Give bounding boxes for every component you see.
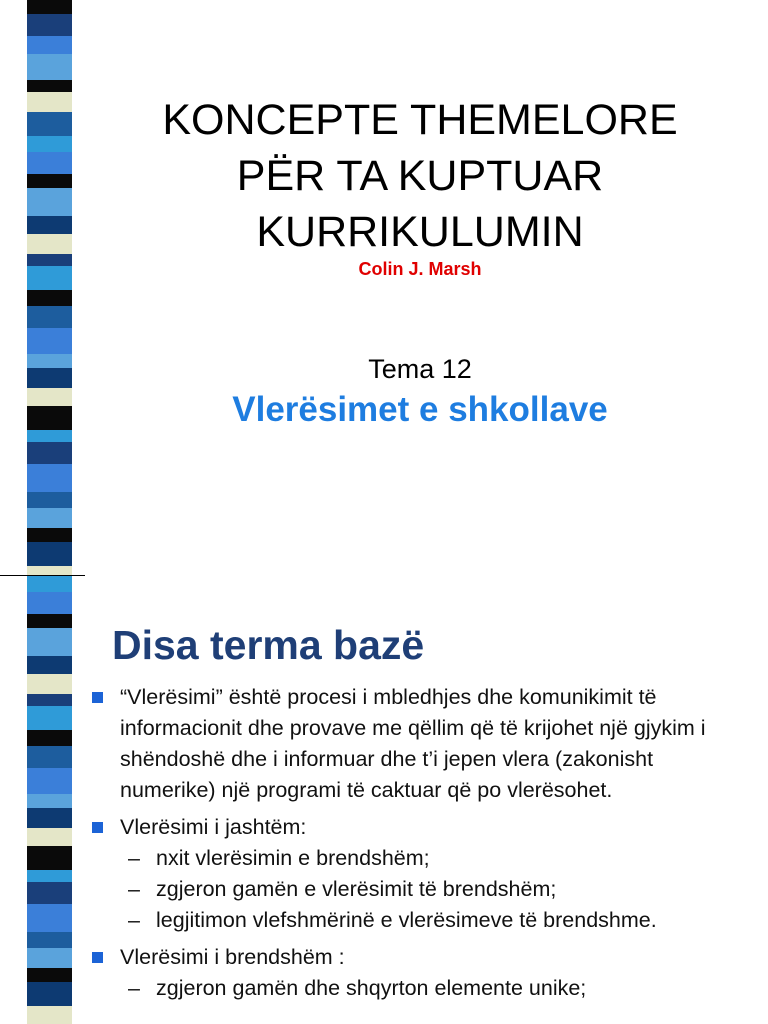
stripe-block: [27, 234, 72, 254]
list-item-text: legjitimon vlefshmërinë e vlerësimeve të brendshme.: [156, 908, 657, 932]
list-item-text: Vlerësimi i brendshëm :: [120, 945, 345, 969]
sub-list-item: [92, 874, 752, 905]
stripe-block: [27, 492, 72, 508]
author-name: Colin J. Marsh: [358, 259, 482, 279]
stripe-block: [27, 948, 72, 968]
title-line: KURRIKULUMIN: [256, 208, 584, 256]
list-item: [92, 812, 752, 843]
stripe-block: [27, 442, 72, 464]
square-bullet-icon: [92, 692, 103, 703]
stripe-block: [27, 828, 72, 846]
stripe-block: [27, 36, 72, 54]
content-slide: [0, 576, 768, 1024]
stripe-block: [27, 152, 72, 174]
topic-label: Tema 12: [368, 354, 472, 384]
stripe-block: [27, 870, 72, 882]
dash-bullet-icon: –: [128, 908, 140, 932]
bullet-list: [92, 682, 752, 1004]
stripe-block: [27, 794, 72, 808]
stripe-block: [27, 368, 72, 388]
stripe-block: [27, 0, 72, 14]
stripe-block: [27, 266, 72, 290]
slide-heading: Disa terma bazë: [112, 622, 425, 668]
stripe-block: [27, 982, 72, 1006]
slide-title: [100, 92, 740, 260]
list-item-text: nxit vlerësimin e brendshëm;: [156, 846, 430, 870]
list-item: [92, 942, 752, 973]
list-item: [92, 682, 752, 806]
list-item-text: zgjeron gamën e vlerësimit të brendshëm;: [156, 877, 557, 901]
stripe-block: [27, 254, 72, 266]
decorative-stripe: [27, 0, 72, 576]
sub-list-item: [92, 905, 752, 936]
stripe-block: [27, 528, 72, 542]
stripe-block: [27, 968, 72, 982]
stripe-block: [27, 592, 72, 614]
stripe-block: [27, 808, 72, 828]
stripe-block: [27, 746, 72, 768]
title-line: PËR TA KUPTUAR: [236, 152, 604, 200]
stripe-block: [27, 354, 72, 368]
stripe-block: [27, 290, 72, 306]
stripe-block: [27, 388, 72, 406]
decorative-stripe: [27, 576, 72, 1024]
stripe-block: [27, 932, 72, 948]
stripe-block: [27, 542, 72, 566]
list-item-text: “Vlerësimi” është procesi i mbledhjes dhe komunikimit të informacionit dhe provave me qëllim që të krijohet një gjykim i shëndoshë dhe i informuar dhe t’i jepen vlera (zakonisht numerike) një programi të caktuar që po vlerësohet.: [120, 685, 706, 802]
stripe-block: [27, 306, 72, 328]
stripe-block: [27, 694, 72, 706]
stripe-block: [27, 136, 72, 152]
stripe-block: [27, 508, 72, 528]
stripe-block: [27, 674, 72, 694]
list-item-text: Vlerësimi i jashtëm:: [120, 815, 307, 839]
stripe-block: [27, 614, 72, 628]
dash-bullet-icon: –: [128, 846, 140, 870]
stripe-block: [27, 92, 72, 112]
dash-bullet-icon: –: [128, 877, 140, 901]
stripe-block: [27, 54, 72, 80]
sub-list-item: [92, 843, 752, 874]
square-bullet-icon: [92, 952, 103, 963]
stripe-block: [27, 216, 72, 234]
stripe-block: [27, 904, 72, 932]
slide-subtitle: Vlerësimet e shkollave: [232, 390, 608, 429]
stripe-block: [27, 406, 72, 430]
stripe-block: [27, 328, 72, 354]
stripe-block: [27, 846, 72, 870]
stripe-block: [27, 14, 72, 36]
dash-bullet-icon: –: [128, 976, 140, 1000]
stripe-block: [27, 576, 72, 592]
stripe-block: [27, 768, 72, 794]
stripe-block: [27, 730, 72, 746]
stripe-block: [27, 464, 72, 492]
stripe-block: [27, 430, 72, 442]
stripe-block: [27, 1006, 72, 1024]
stripe-block: [27, 628, 72, 656]
stripe-block: [27, 706, 72, 730]
stripe-block: [27, 174, 72, 188]
stripe-block: [27, 656, 72, 674]
stripe-block: [27, 112, 72, 136]
stripe-block: [27, 80, 72, 92]
list-item-text: zgjeron gamën dhe shqyrton elemente unike;: [156, 976, 587, 1000]
title-line: KONCEPTE THEMELORE: [162, 96, 678, 144]
stripe-block: [27, 882, 72, 904]
square-bullet-icon: [92, 822, 103, 833]
sub-list-item: [92, 973, 752, 1004]
stripe-block: [27, 188, 72, 216]
